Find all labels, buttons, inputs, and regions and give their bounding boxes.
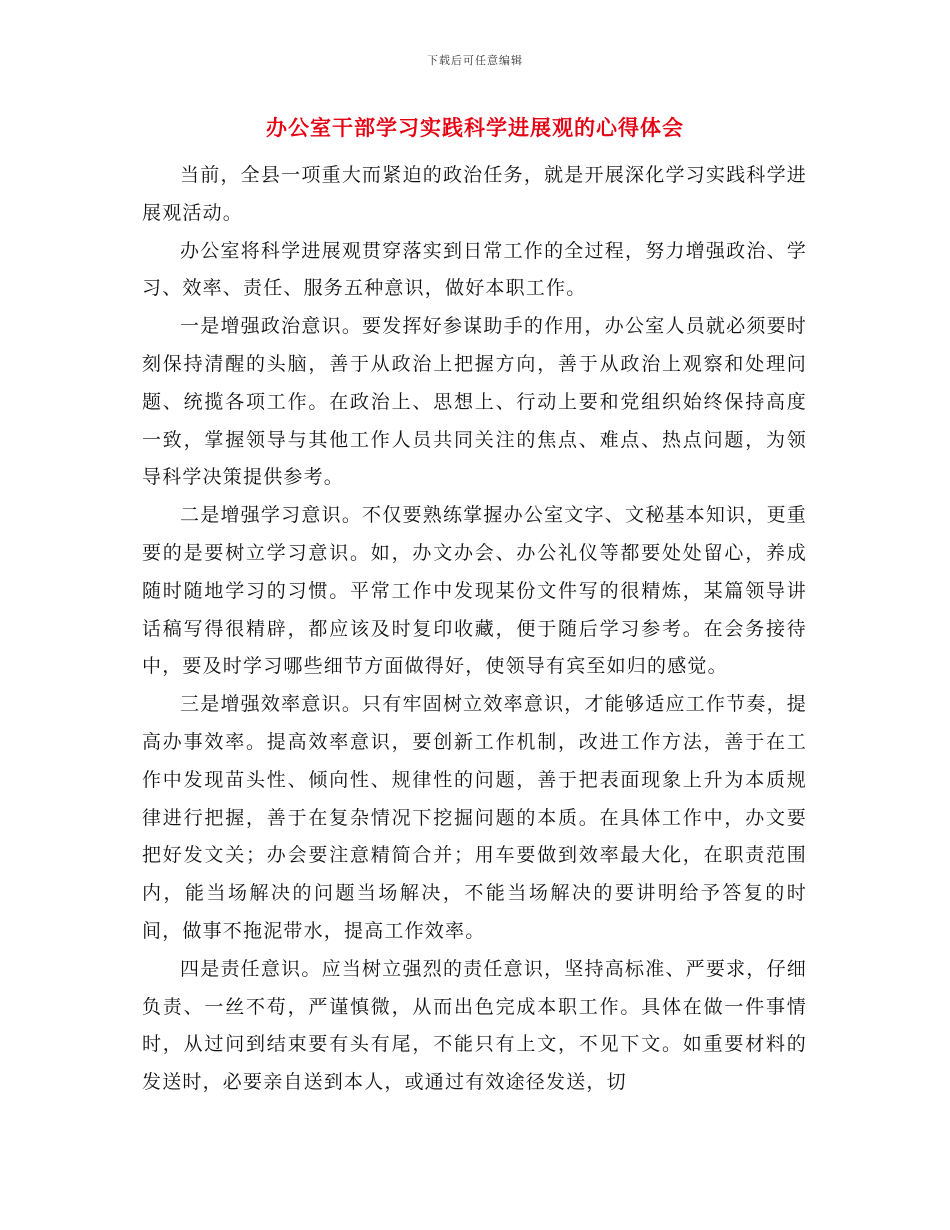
paragraph-efficiency-awareness: 三是增强效率意识。只有牢固树立效率意识，才能够适应工作节奏，提高办事效率。提高效率意识，要创新工作机制，改进工作方法，善于在工作中发现苗头性、倾向性、规律性的问题，善于把表面现象上升为本质规律进行把握，善于在复杂情况下挖掘问题的本质。在具体工作中，办文要把好发文关；办会要注意精简合并；用车要做到效率最大化，在职责范围内，能当场解决的问题当场解决，不能当场解决的要讲明给予答复的时间，做事不拖泥带水，提高工作效率。 <box>142 693 807 942</box>
paragraph-learning-awareness: 二是增强学习意识。不仅要熟练掌握办公室文字、文秘基本知识，更重要的是要树立学习意识。如，办文办会、办公礼仪等都要处处留心，养成随时随地学习的习惯。平常工作中发现某份文件写的很精炼，某篇领导讲话稿写得很精辟，都应该及时复印收藏，便于随后学习参考。在会务接待中，要及时学习哪些细节方面做得好，使领导有宾至如归的感觉。 <box>142 504 807 678</box>
paragraph-overview: 办公室将科学进展观贯穿落实到日常工作的全过程，努力增强政治、学习、效率、责任、服务五种意识，做好本职工作。 <box>142 239 807 300</box>
paragraph-intro: 当前，全县一项重大而紧迫的政治任务，就是开展深化学习实践科学进展观活动。 <box>142 164 807 224</box>
paragraph-political-awareness: 一是增强政治意识。要发挥好参谋助手的作用，办公室人员就必须要时刻保持清醒的头脑，善于从政治上把握方向，善于从政治上观察和处理问题、统揽各项工作。在政治上、思想上、行动上要和党组织始终保持高度一致，掌握领导与其他工作人员共同关注的焦点、难点、热点问题，为领导科学决策提供参考。 <box>142 315 807 489</box>
page-header-note: 下载后可任意编辑 <box>427 54 523 67</box>
paragraph-responsibility-awareness: 四是责任意识。应当树立强烈的责任意识，坚持高标准、严要求，仔细负责、一丝不苟，严谨慎微，从而出色完成本职工作。具体在做一件事情时，从过问到结束要有头有尾，不能只有上文，不见下文。如重要材料的发送时，必要亲自送到本人，或通过有效途径发送，切 <box>142 957 807 1094</box>
document-title: 办公室干部学习实践科学进展观的心得体会 <box>266 115 684 140</box>
document-body <box>142 157 807 1102</box>
